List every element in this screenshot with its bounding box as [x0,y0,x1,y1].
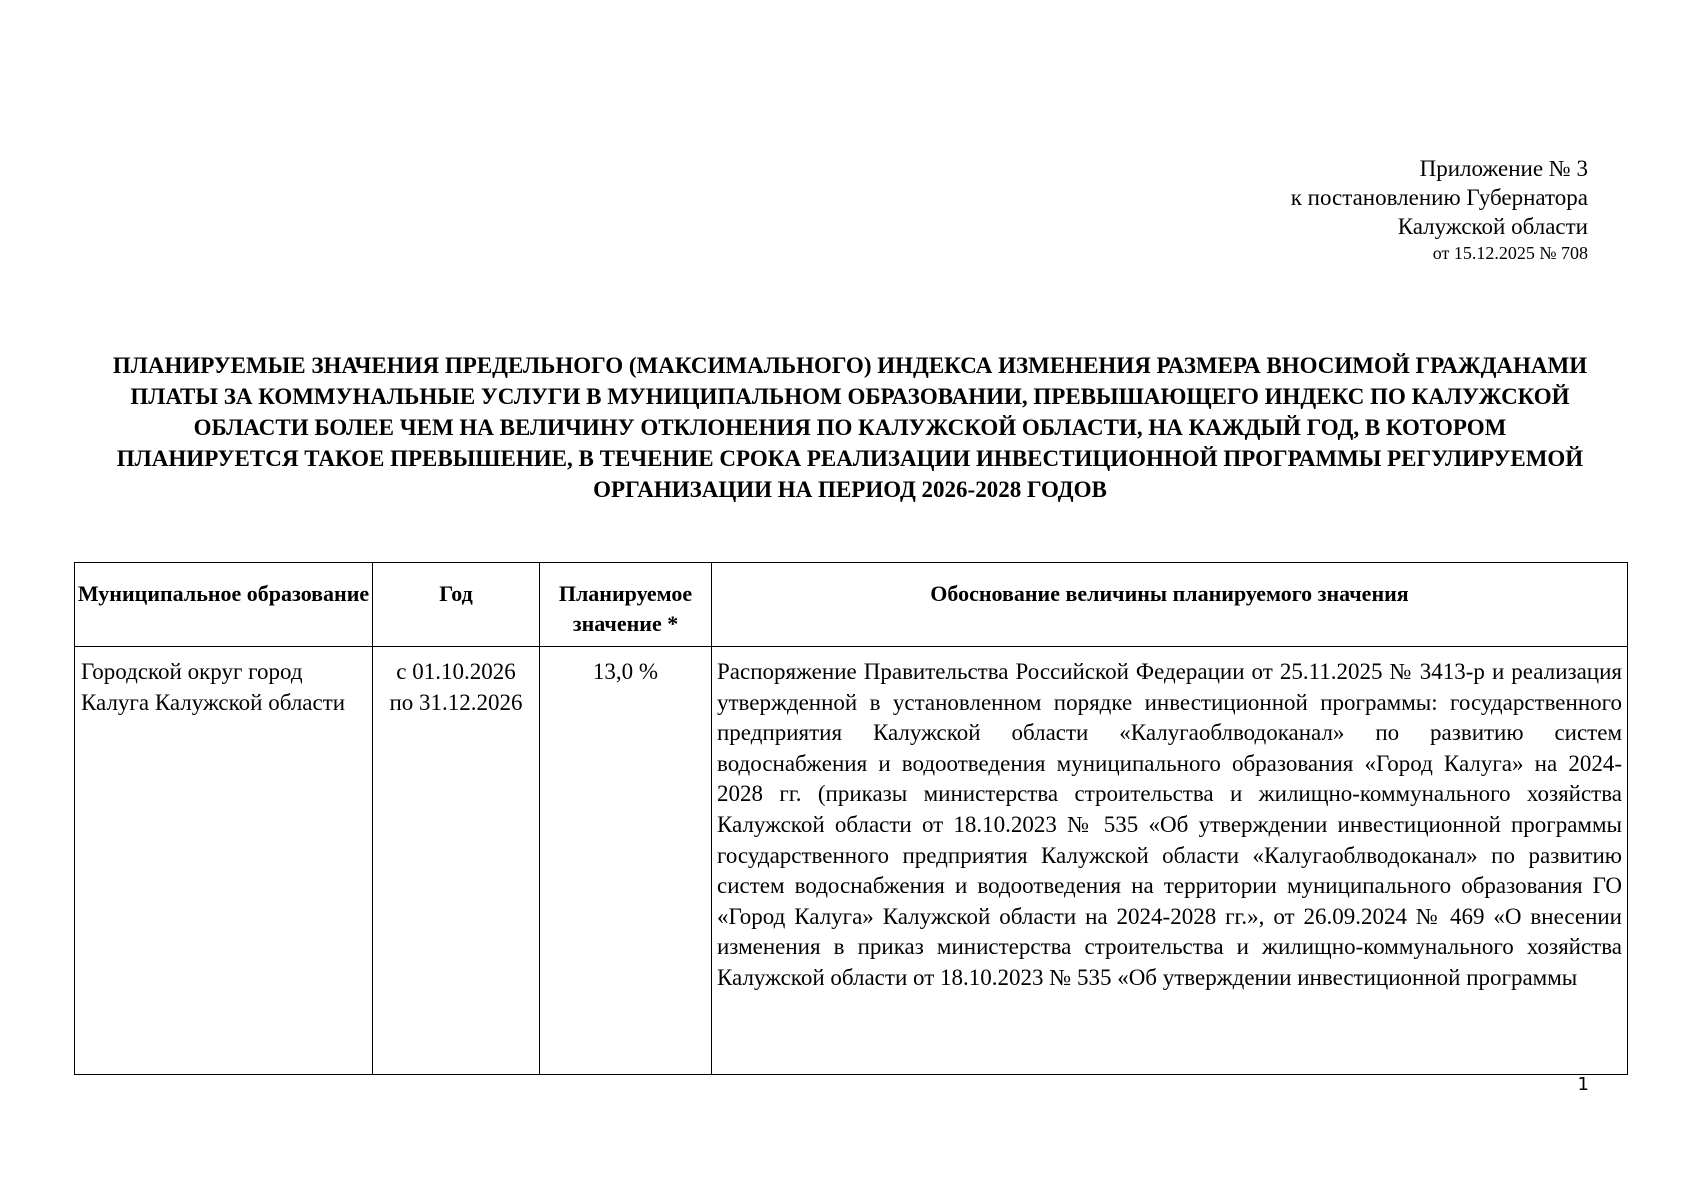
header-municipality: Муниципальное образование [75,563,373,647]
municipality-text: Городской округ город Калуга Калужской области [81,659,346,715]
document-title: ПЛАНИРУЕМЫЕ ЗНАЧЕНИЯ ПРЕДЕЛЬНОГО (МАКСИМАЛЬНОГО) ИНДЕКСА ИЗМЕНЕНИЯ РАЗМЕРА ВНОСИМОЙ ГРАЖДАНАМИ ПЛАТЫ ЗА КОММУНАЛЬНЫЕ УСЛУГИ В МУНИЦИПАЛЬНОМ ОБРАЗОВАНИИ, ПРЕВЫШАЮЩЕГО ИНДЕКС ПО КАЛУЖСКОЙ ОБЛАСТИ БОЛЕЕ ЧЕМ НА ВЕЛИЧИНУ ОТКЛОНЕНИЯ ПО КАЛУЖСКОЙ ОБЛАСТИ, НА КАЖДЫЙ ГОД, В КОТОРОМ ПЛАНИРУЕТСЯ ТАКОЕ ПРЕВЫШЕНИЕ, В ТЕЧЕНИЕ СРОКА РЕАЛИЗАЦИИ ИНВЕСТИЦИОННОЙ ПРОГРАММЫ РЕГУЛИРУЕМОЙ ОРГАНИЗАЦИИ НА ПЕРИОД 2026-2028 ГОДОВ [112,353,1588,502]
appendix-number: Приложение № 3 [1419,156,1588,181]
year-to: по 31.12.2026 [389,689,523,715]
header-justification: Обоснование величины планируемого значения [712,563,1628,647]
appendix-reference: к постановлению Губернатора [1290,185,1588,210]
page-number: 1 [1577,1074,1589,1095]
cell-justification: Распоряжение Правительства Российской Федерации от 25.11.2025 № 3413-р и реализация утвержденной в установленном порядке инвестиционной программы: государственного предприятия Калужской области «Калугаоблводоканал» по развитию систем водоснабжения и водоотведения муниципального образования «Город Калуга» на 2024-2028 гг. (приказы министерства строительства и жилищно-коммунального хозяйства Калужской области от 18.10.2023 № 535 «Об утверждении инвестиционной программы государственного предприятия Калужской области «Калугаоблводоканал» по развитию систем водоснабжения и водоотведения на территории муниципального образования ГО «Город Калуга» Калужской области на 2024-2028 гг.», от 26.09.2024 № 469 «О внесении изменения в приказ министерства строительства и жилищно-коммунального хозяйства Калужской области от 18.10.2023 № 535 «Об утверждении инвестиционной программы [712,647,1628,1075]
appendix-region: Калужской области [1397,214,1588,239]
table-header-row [75,563,1628,647]
appendix-block [1291,154,1588,265]
values-table [74,562,1628,1075]
year-from: с 01.10.2026 [396,659,516,684]
header-planned-value: Планируемое значение * [540,563,712,647]
table-row [75,647,1628,1075]
cell-municipality [75,647,373,1075]
cell-year [373,647,540,1075]
appendix-date: от 15.12.2025 № 708 [1432,243,1588,263]
header-year: Год [373,563,540,647]
cell-planned-value: 13,0 % [540,647,712,1075]
